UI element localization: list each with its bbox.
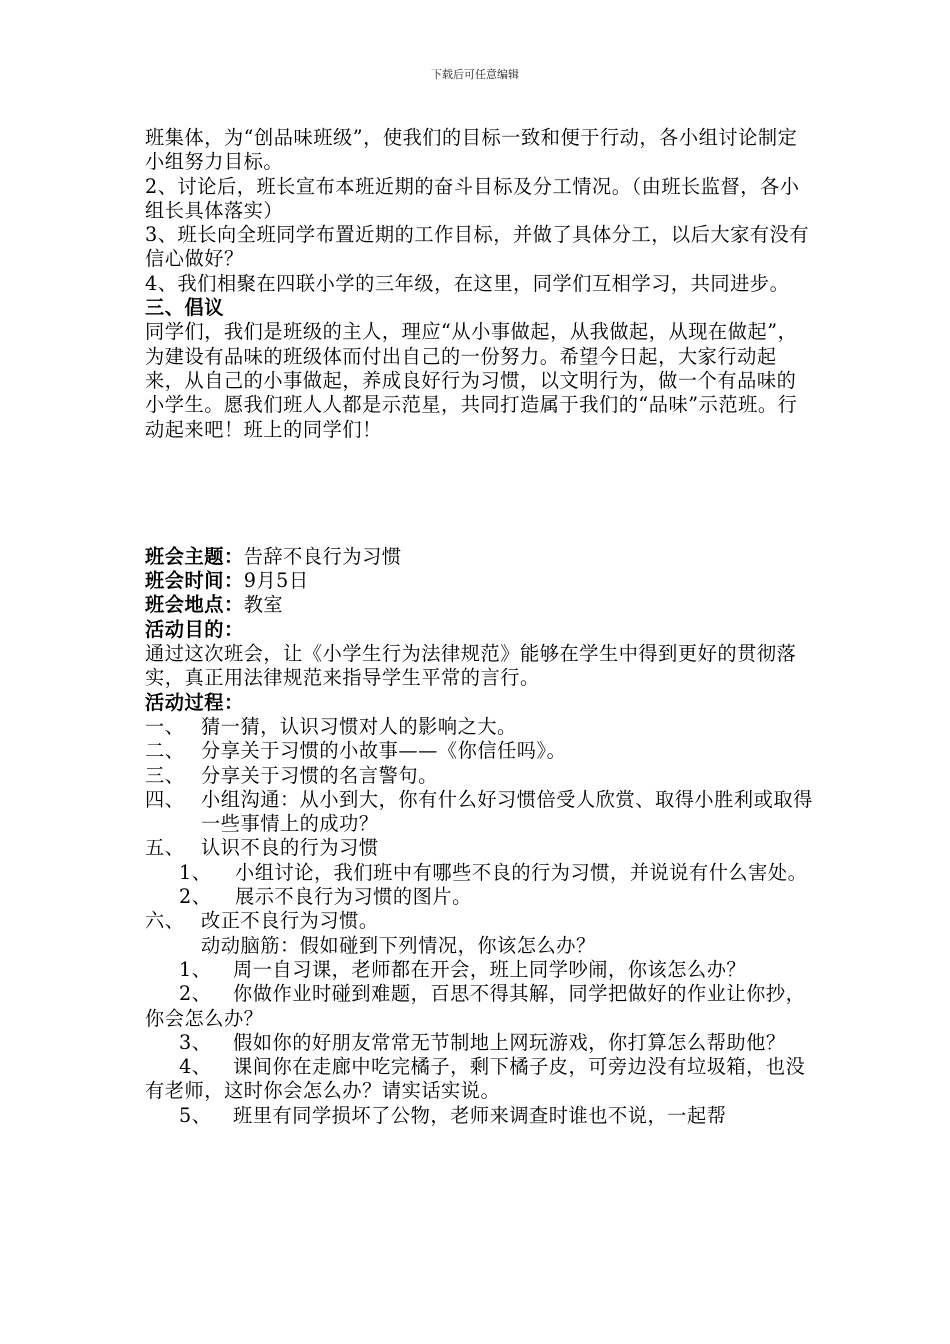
sub-step-number: 1、 bbox=[179, 860, 212, 884]
question-item bbox=[145, 1031, 815, 1055]
question-item bbox=[145, 1104, 815, 1128]
step-number: 四、 bbox=[145, 787, 185, 811]
step-number: 二、 bbox=[145, 739, 185, 763]
sub-step-text: 小组讨论，我们班中有哪些不良的行为习惯，并说说有什么害处。 bbox=[235, 860, 808, 884]
question-number: 4、 bbox=[179, 1055, 212, 1079]
time-value: 9月5日 bbox=[243, 569, 309, 593]
question-text: 班里有同学损坏了公物，老师来调查时谁也不说，一起帮 bbox=[233, 1103, 727, 1127]
step-text: 小组沟通：从小到大，你有什么好习惯倍受人欣赏、取得小胜利或取得一些事情上的成功？ bbox=[201, 787, 813, 836]
process-step bbox=[145, 715, 815, 739]
sub-step bbox=[145, 885, 815, 909]
sub-step-text: 展示不良行为习惯的图片。 bbox=[235, 885, 472, 909]
question-number: 2、 bbox=[179, 982, 212, 1006]
process-step bbox=[145, 788, 815, 837]
theme-value: 告辞不良行为习惯 bbox=[243, 544, 402, 568]
list-item: 2、讨论后，班长宣布本班近期的奋斗目标及分工情况。（由班长监督，各小组长具体落实） bbox=[145, 174, 800, 222]
question-item bbox=[145, 1055, 815, 1104]
meeting-theme bbox=[145, 545, 815, 569]
brain-teaser: 动动脑筋：假如碰到下列情况，你该怎么办？ bbox=[201, 933, 596, 957]
question-number: 1、 bbox=[179, 957, 212, 981]
meeting-place bbox=[145, 593, 815, 617]
step-text: 分享关于习惯的名言警句。 bbox=[201, 763, 438, 787]
process-step bbox=[145, 836, 815, 860]
proposal-paragraph: 同学们，我们是班级的主人，理应“从小事做起，从我做起，从现在做起”，为建设有品味的班级体而付出自己的一份努力。希望今日起，大家行动起来，从自己的小事做起，养成良好行为习惯，以文明行为，做一个有品味的小学生。愿我们班人人都是示范星，共同打造属于我们的“品味”示范班。行动起来吧！班上的同学们！ bbox=[145, 320, 798, 441]
question-text: 周一自习课，老师都在开会，班上同学吵闹，你该怎么办？ bbox=[233, 957, 747, 981]
process-step bbox=[145, 764, 815, 788]
step-text: 分享关于习惯的小故事——《你信任吗》。 bbox=[201, 739, 567, 763]
step-number: 五、 bbox=[145, 836, 185, 860]
step-text: 猜一猜，认识习惯对人的影响之大。 bbox=[201, 714, 517, 738]
step-text: 认识不良的行为习惯 bbox=[201, 836, 379, 860]
meeting-time bbox=[145, 569, 815, 593]
step-text: 改正不良行为习惯。 bbox=[201, 909, 379, 933]
list-item: 4、我们相聚在四联小学的三年级，在这里，同学们互相学习，共同进步。 bbox=[145, 271, 790, 295]
process-step bbox=[145, 739, 815, 763]
place-label: 班会地点： bbox=[145, 593, 244, 617]
sub-step-number: 2、 bbox=[179, 885, 212, 909]
paragraph: 班集体，为“创品味班级”，使我们的目标一致和便于行动，各小组讨论制定小组努力目标。 bbox=[145, 126, 798, 174]
page-header: 下载后可任意编辑 bbox=[431, 68, 519, 81]
question-item bbox=[145, 958, 815, 982]
question-number: 5、 bbox=[179, 1103, 212, 1127]
process-label: 活动过程： bbox=[145, 690, 244, 714]
question-text: 课间你在走廊中吃完橘子，剩下橘子皮，可旁边没有垃圾箱，也没有老师，这时你会怎么办？请实话实说。 bbox=[145, 1055, 806, 1103]
spacer bbox=[145, 442, 815, 545]
section-heading: 三、倡议 bbox=[145, 296, 224, 320]
purpose-text: 通过这次班会，让《小学生行为法律规范》能够在学生中得到更好的贯彻落实，真正用法律规范来指导学生平常的言行。 bbox=[145, 642, 797, 690]
time-label: 班会时间： bbox=[145, 569, 244, 593]
list-item: 3、班长向全班同学布置近期的工作目标，并做了具体分工，以后大家有没有信心做好？ bbox=[145, 223, 810, 271]
question-item bbox=[145, 982, 815, 1031]
step-number: 三、 bbox=[145, 763, 185, 787]
sub-step bbox=[145, 861, 815, 885]
purpose-label: 活动目的： bbox=[145, 617, 244, 641]
theme-label: 班会主题： bbox=[145, 544, 244, 568]
question-number: 3、 bbox=[179, 1030, 212, 1054]
question-text: 假如你的好朋友常常无节制地上网玩游戏，你打算怎么帮助他？ bbox=[233, 1030, 786, 1054]
question-text: 你做作业时碰到难题，百思不得其解，同学把做好的作业让你抄，你会怎么办？ bbox=[145, 982, 806, 1030]
document-body bbox=[145, 126, 815, 1128]
step-number: 六、 bbox=[145, 909, 185, 933]
process-step bbox=[145, 909, 815, 933]
step-number: 一、 bbox=[145, 714, 185, 738]
place-value: 教室 bbox=[243, 593, 284, 617]
